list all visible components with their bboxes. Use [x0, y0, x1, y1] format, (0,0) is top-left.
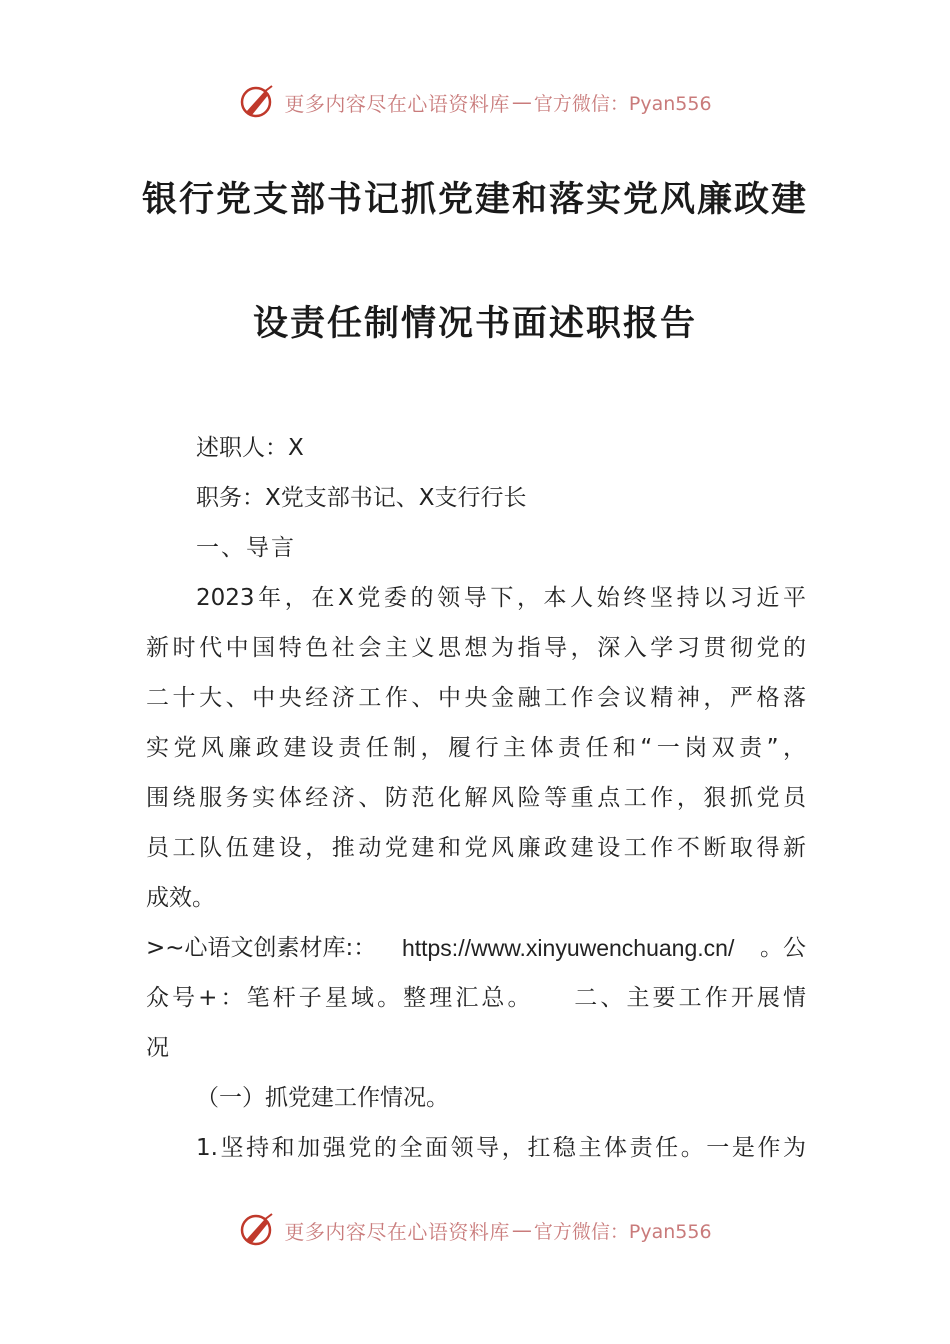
pen-logo-icon — [238, 1210, 278, 1250]
paragraph-line: 成效。 — [146, 885, 215, 911]
promo-prefix: >~心语文创素材库:： — [146, 935, 377, 961]
paragraph-line: 围绕服务实体经济、防范化解风险等重点工作，狠抓党员 — [146, 785, 806, 811]
banner-text: 更多内容尽在心语资料库 — [284, 1219, 510, 1244]
item-line: 1.坚持和加强党的全面领导，扛稳主体责任。一是作为 — [196, 1135, 806, 1161]
watermark-banner-top — [0, 80, 950, 124]
banner-subtext: 官方微信：Pyan556 — [533, 1220, 712, 1243]
paragraph-line: 员工队伍建设，推动党建和党风廉政建设工作不断取得新 — [146, 835, 806, 861]
pen-logo-icon — [238, 82, 278, 122]
banner-subtext: 官方微信：Pyan556 — [533, 92, 712, 115]
position-line: 职务：X党支部书记、X支行行长 — [196, 485, 527, 511]
paragraph-line: 2023年，在X党委的领导下，本人始终坚持以习近平 — [196, 585, 806, 611]
paragraph-line: 新时代中国特色社会主义思想为指导，深入学习贯彻党的 — [146, 635, 806, 661]
document-title-line-2: 设责任制情况书面述职报告 — [252, 303, 697, 344]
banner-text: 更多内容尽在心语资料库 — [284, 91, 510, 116]
promo-url-link[interactable]: https://www.xinyuwenchuang.cn/ — [401, 935, 735, 961]
promo-line-1 — [146, 930, 806, 966]
banner-dash: — — [511, 1218, 532, 1242]
subsection-heading: （一）抓党建工作情况。 — [196, 1085, 449, 1111]
promo-line-2: 众号+：笔杆子星域。整理汇总。 二、主要工作开展情 — [146, 985, 806, 1011]
promo-line-3: 况 — [146, 1035, 169, 1061]
section-heading-intro: 一、导言 — [196, 535, 296, 561]
banner-dash: — — [511, 90, 532, 114]
watermark-banner-bottom — [0, 1208, 950, 1252]
paragraph-line: 实党风廉政建设责任制，履行主体责任和“一岗双责”， — [146, 735, 806, 761]
promo-suffix: 。公 — [759, 935, 806, 961]
document-title-line-1: 银行党支部书记抓党建和落实党风廉政建 — [141, 179, 808, 220]
reporter-line: 述职人：X — [196, 435, 304, 461]
paragraph-line: 二十大、中央经济工作、中央金融工作会议精神，严格落 — [146, 685, 806, 711]
